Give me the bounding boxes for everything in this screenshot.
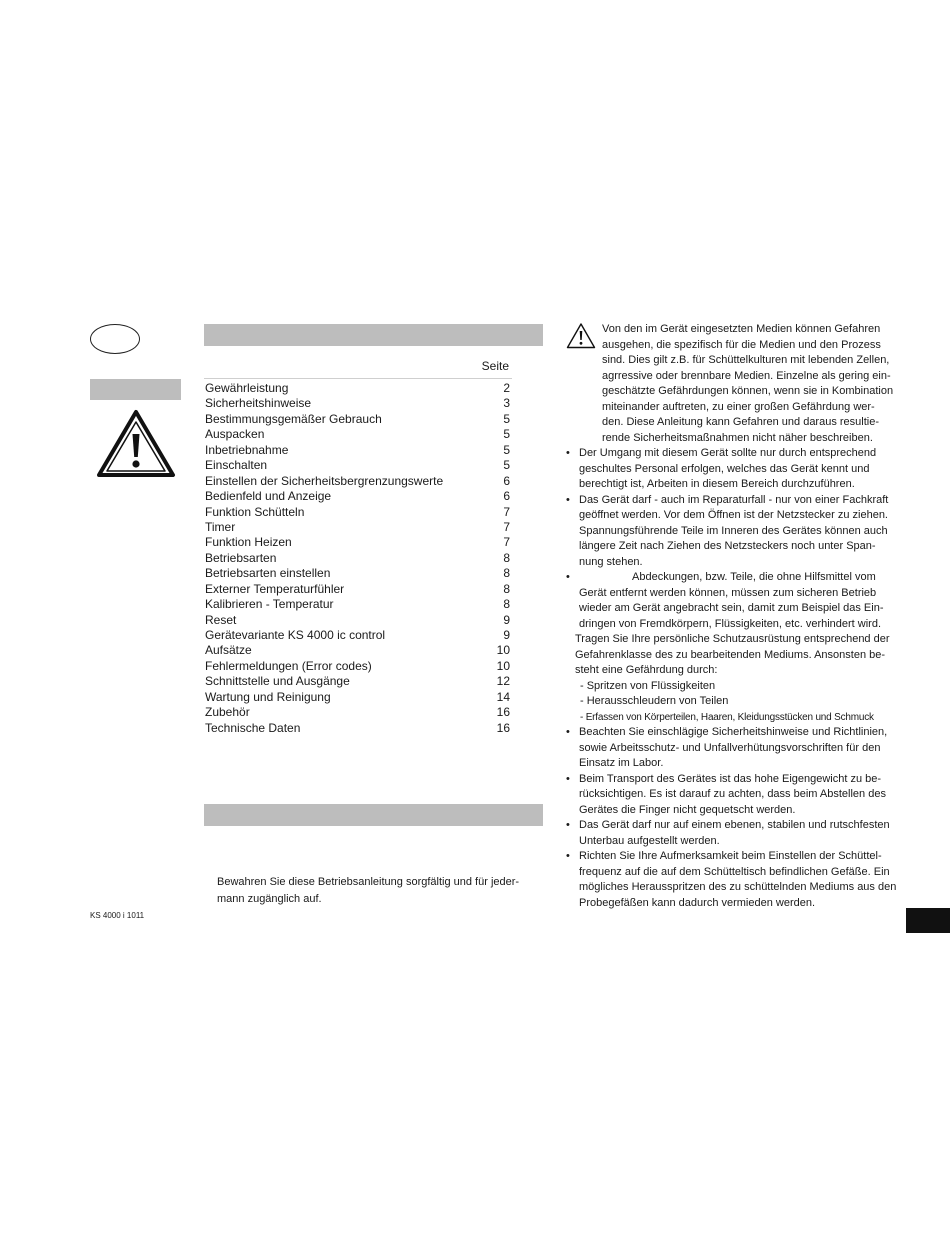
toc-entry-title: Wartung und Reinigung bbox=[205, 689, 331, 704]
toc-entry-page: 12 bbox=[496, 674, 510, 689]
document-code: KS 4000 i 1011 bbox=[90, 911, 145, 920]
toc-entry-title: Inbetriebnahme bbox=[205, 442, 289, 457]
safety-instructions bbox=[566, 322, 911, 911]
toc-entry-title: Schnittstelle und Ausgänge bbox=[205, 674, 350, 689]
hazard-item: - Spritzen von Flüssigkeiten bbox=[580, 679, 716, 692]
toc-entry[interactable] bbox=[205, 659, 510, 674]
toc-entry-title: Bedienfeld und Anzeige bbox=[205, 489, 332, 504]
toc-entry-title: Reset bbox=[205, 612, 237, 627]
toc-entry[interactable] bbox=[205, 721, 510, 736]
toc-entry-page: 10 bbox=[496, 658, 510, 673]
toc-entry-title: Auspacken bbox=[205, 427, 265, 442]
toc-entry-page: 7 bbox=[503, 504, 510, 519]
toc-entry[interactable] bbox=[205, 705, 510, 720]
toc-entry[interactable] bbox=[205, 520, 510, 535]
page-column-label: Seite bbox=[481, 359, 509, 373]
bullet-regulations: • Beachten Sie einschlägige Sicherheitshinweise und Richtlinien, sowie Arbeitsschutz- und Unfallverhütungsvorschriften für den Einsatz im Labor. bbox=[566, 725, 911, 772]
toc-entry[interactable] bbox=[205, 643, 510, 658]
toc-entry[interactable] bbox=[205, 412, 510, 427]
hazard-item: - Herausschleudern von Teilen bbox=[580, 695, 729, 707]
toc-entry-page: 7 bbox=[503, 519, 510, 534]
toc-entry-page: 3 bbox=[503, 396, 510, 411]
toc-header-bar bbox=[204, 324, 543, 346]
keep-instructions-notice bbox=[217, 874, 543, 908]
bullet-installation: • Das Gerät darf nur auf einem ebenen, stabilen und rutschfesten Unterbau aufgestellt werden. bbox=[566, 818, 911, 849]
toc-entry[interactable] bbox=[205, 443, 510, 458]
bullet-shaking-frequency: • Richten Sie Ihre Aufmerksamkeit beim Einstellen der Schüttel- frequenz auf die auf dem Schütteltisch befindlichen Gefäße. Ein mögliches Herausspritzen des zu schüttelnden Mediums aus den Probegefäßen kann dadurch vermieden werden. bbox=[566, 849, 911, 911]
toc-entry-title: Bestimmungsgemäßer Gebrauch bbox=[205, 411, 382, 426]
toc-entry-title: Funktion Heizen bbox=[205, 535, 292, 550]
warning-icon bbox=[566, 322, 596, 349]
toc-entry[interactable] bbox=[205, 381, 510, 396]
toc-entry-title: Funktion Schütteln bbox=[205, 504, 305, 519]
toc-entry-page: 8 bbox=[503, 566, 510, 581]
toc-entry-page: 2 bbox=[503, 381, 510, 395]
hazard-item: - Erfassen von Körperteilen, Haaren, Kleidungsstücken und Schmuck bbox=[580, 711, 874, 723]
toc-entry-title: Kalibrieren - Temperatur bbox=[205, 597, 334, 612]
toc-entry[interactable] bbox=[205, 551, 510, 566]
notice-line: mann zugänglich auf. bbox=[217, 893, 322, 905]
toc-entry-page: 8 bbox=[503, 550, 510, 565]
toc-entry[interactable] bbox=[205, 582, 510, 597]
toc-entry-title: Aufsätze bbox=[205, 643, 252, 658]
toc-entry-page: 9 bbox=[503, 628, 510, 642]
toc-entry-title: Sicherheitshinweise bbox=[205, 396, 312, 411]
toc-entry-page: 8 bbox=[503, 597, 510, 612]
notice-header-bar bbox=[204, 804, 543, 826]
protective-equipment-paragraph: Tragen Sie Ihre persönliche Schutzausrüstung entsprechend der Gefahrenklasse des zu bearbeitenden Mediums. Ansonsten be- steht eine Gefährdung durch: bbox=[575, 633, 890, 676]
toc-divider bbox=[204, 378, 512, 379]
toc-entry-page: 5 bbox=[503, 427, 510, 442]
toc-entry-page: 8 bbox=[503, 581, 510, 596]
toc-entry-title: Technische Daten bbox=[205, 720, 301, 735]
toc-entry[interactable] bbox=[205, 489, 510, 504]
media-hazard-warning: Von den im Gerät eingesetzten Medien können Gefahren ausgehen, die spezifisch für die Medien und den Prozess sind. Dies gilt z.B. für Schüttelkulturen mit lebenden Zellen, agrressive oder brennbare Medien. Einzelne als gering ein- geschätzte Gefährdungen können, wenn sie in Kombination miteinander auftreten, zu einer großen Gefährdung wer- den. Diese Anleitung kann Gefahren und daraus resultie- rende Sicherheitsmaßnahmen nicht näher beschreiben. bbox=[566, 322, 911, 446]
toc-entry-title: Fehlermeldungen (Error codes) bbox=[205, 658, 372, 673]
toc-entry[interactable] bbox=[205, 474, 510, 489]
toc-entry-title: Gerätevariante KS 4000 ic control bbox=[205, 628, 386, 642]
toc-entry-title: Gewährleistung bbox=[205, 381, 289, 395]
toc-entry-title: Timer bbox=[205, 519, 236, 534]
toc-entry-title: Einstellen der Sicherheitsbergrenzungswerte bbox=[205, 473, 444, 488]
toc-entry-title: Zubehör bbox=[205, 705, 250, 720]
toc-entry-page: 6 bbox=[503, 489, 510, 504]
toc-entry[interactable] bbox=[205, 427, 510, 442]
toc-entry-page: 5 bbox=[503, 458, 510, 473]
toc-entry[interactable] bbox=[205, 535, 510, 550]
toc-entry-page: 5 bbox=[503, 442, 510, 457]
toc-entry-page: 14 bbox=[496, 689, 510, 704]
toc-entry[interactable] bbox=[205, 597, 510, 612]
toc-entry[interactable] bbox=[205, 505, 510, 520]
toc-entry-title: Externer Temperaturfühler bbox=[205, 581, 345, 596]
toc-entry[interactable] bbox=[205, 674, 510, 689]
toc-entry[interactable] bbox=[205, 613, 510, 628]
notice-line: Bewahren Sie diese Betriebsanleitung sorgfältig und für jeder- bbox=[217, 876, 520, 888]
toc-entry-title: Einschalten bbox=[205, 458, 268, 473]
toc-entry-page: 16 bbox=[496, 705, 510, 720]
toc-entry-title: Betriebsarten einstellen bbox=[205, 566, 331, 581]
warning-triangle-icon bbox=[96, 408, 176, 478]
toc-entry[interactable] bbox=[205, 690, 510, 705]
toc-entry[interactable] bbox=[205, 396, 510, 411]
toc-entry[interactable] bbox=[205, 628, 510, 643]
toc-entry-page: 16 bbox=[496, 720, 510, 735]
language-oval-badge bbox=[90, 324, 140, 354]
toc-entry-page: 10 bbox=[496, 643, 510, 658]
section-tab-marker bbox=[90, 379, 181, 400]
table-of-contents bbox=[205, 381, 510, 736]
bullet-covers: • Abdeckungen, bzw. Teile, die ohne Hilfsmittel vom Gerät entfernt werden können, müssen zum sicheren Betrieb wieder am Gerät angebracht sein, damit zum Beispiel das Ein- dringen von Fremdkörpern, Flüssigkeiten, etc. verhindert wird. bbox=[566, 570, 911, 632]
toc-entry[interactable] bbox=[205, 458, 510, 473]
toc-entry-page: 7 bbox=[503, 535, 510, 550]
toc-entry-page: 9 bbox=[503, 612, 510, 627]
toc-entry-page: 5 bbox=[503, 411, 510, 426]
bullet-transport: • Beim Transport des Gerätes ist das hohe Eigengewicht zu be- rücksichtigen. Es ist darauf zu achten, dass beim Abstellen des Gerätes die Finger nicht gequetscht werden. bbox=[566, 772, 911, 819]
toc-entry-page: 6 bbox=[503, 473, 510, 488]
toc-entry[interactable] bbox=[205, 566, 510, 581]
bullet-qualified-personnel: • Der Umgang mit diesem Gerät sollte nur durch entsprechend geschultes Personal erfolgen, welches das Gerät kennt und berechtigt ist, Arbeiten in diesem Bereich durchzuführen. bbox=[566, 446, 911, 493]
bullet-repair: • Das Gerät darf - auch im Reparaturfall - nur von einer Fachkraft geöffnet werden. Vor dem Öffnen ist der Netzstecker zu ziehen. Spannungsführende Teile im Inneren des Gerätes können auch längere Zeit nach Ziehen des Netzsteckers noch unter Span- nung stehen. bbox=[566, 493, 911, 571]
toc-entry-title: Betriebsarten bbox=[205, 550, 277, 565]
page-edge-tab bbox=[906, 908, 950, 933]
